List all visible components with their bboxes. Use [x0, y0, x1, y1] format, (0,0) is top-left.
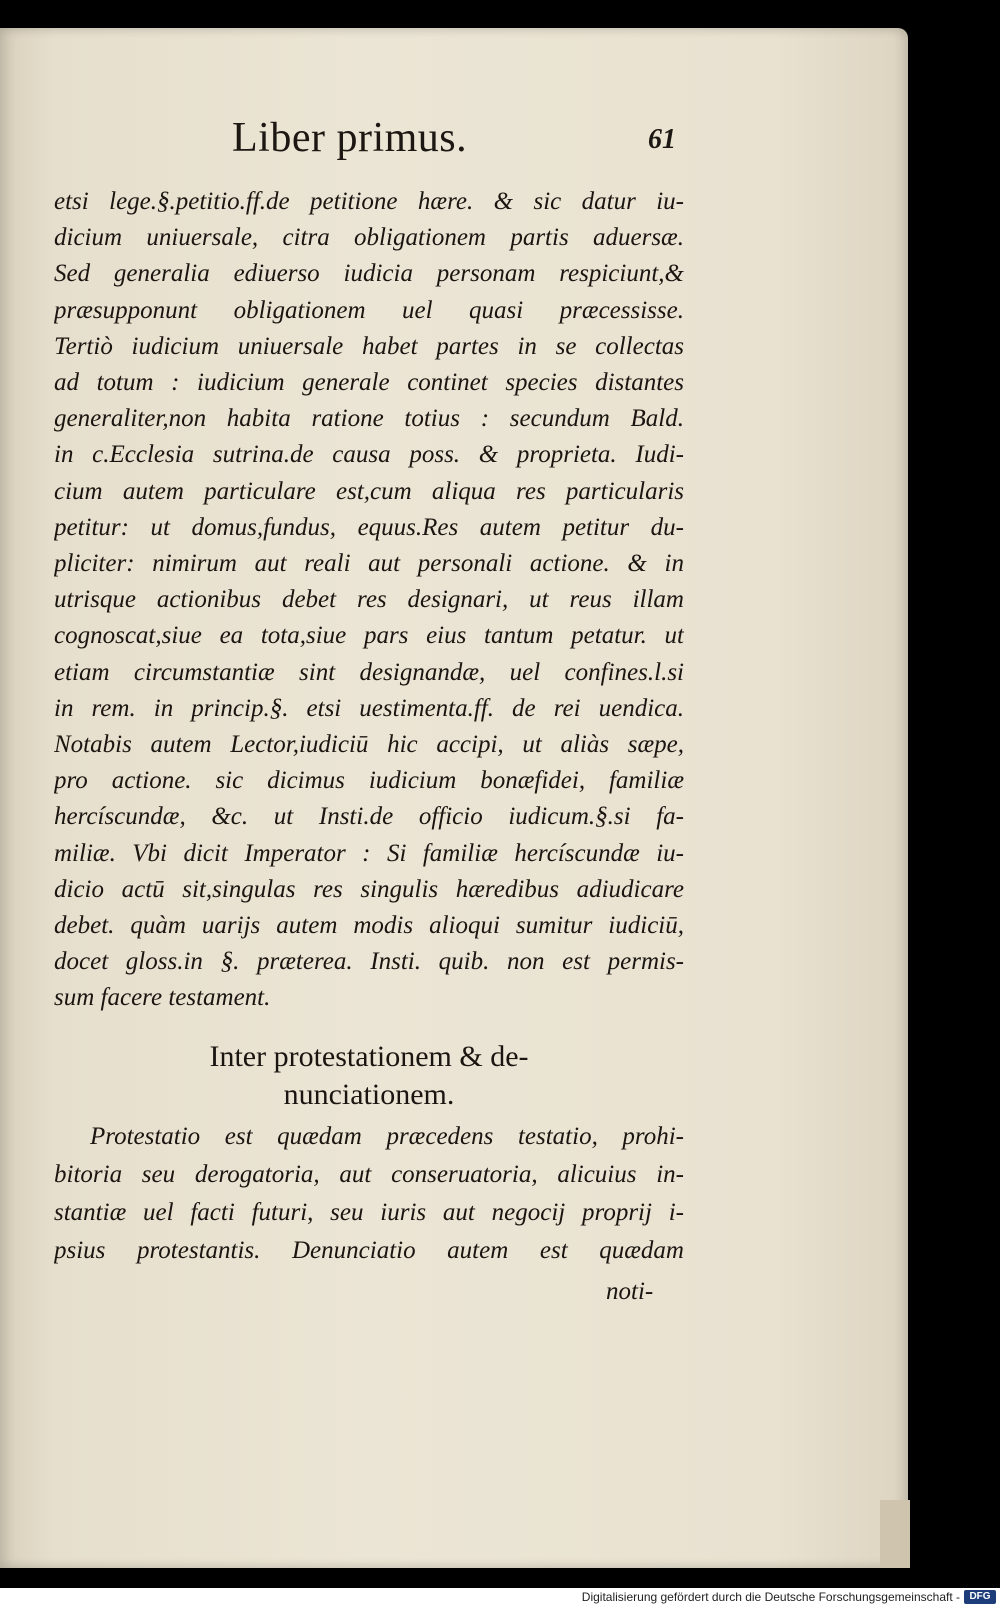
text-line: etiam circumstantiæ sint designandæ, uel confines.l.si: [54, 658, 684, 686]
text-line: Tertiò iudicium uniuersale habet partes in se collectas: [54, 332, 684, 360]
text-line: debet. quàm uarijs autem modis alioqui sumitur iudiciū,: [54, 912, 684, 940]
text-line: cognoscat,siue ea tota,siue pars eius tantum petatur. ut: [54, 622, 684, 650]
running-title: Liber primus.: [232, 115, 468, 161]
folio-number: 61: [648, 124, 676, 155]
text-line: præsupponunt obligationem uel quasi præcessisse.: [54, 296, 684, 324]
text-line: bitoria seu derogatoria, aut conseruatoria, alicuius in-: [54, 1161, 684, 1188]
page-edge-shadow: [880, 1500, 910, 1568]
text-line: petitur: ut domus,fundus, equus.Res autem petitur du-: [54, 513, 684, 541]
catchword: noti-: [606, 1278, 654, 1305]
text-line: miliæ. Vbi dicit Imperator : Si familiæ hercíscundæ iu-: [54, 839, 684, 867]
text-line: hercíscundæ, &c. ut Insti.de officio iudicum.§.si fa-: [54, 803, 684, 831]
page-header: [0, 114, 908, 174]
text-line: dicio actū sit,singulas res singulis hæredibus adiudicare: [54, 875, 684, 903]
second-paragraph: [54, 1118, 684, 1270]
text-line: generaliter,non habita ratione totius : secundum Bald.: [54, 405, 684, 433]
text-line: stantiæ uel facti futuri, seu iuris aut negocij proprij i-: [54, 1199, 684, 1226]
footer-credit: Digitalisierung gefördert durch die Deutsche Forschungsgemeinschaft -: [581, 1590, 960, 1604]
text-line: Protestatio est quædam præcedens testatio, prohi-: [90, 1123, 684, 1150]
section-heading-line: nunciationem.: [283, 1078, 455, 1111]
text-line: etsi lege.§.petitio.ff.de petitione hære. & sic datur iu-: [54, 188, 684, 215]
text-line: in c.Ecclesia sutrina.de causa poss. & proprieta. Iudi-: [54, 441, 684, 469]
section-heading: [54, 1038, 684, 1114]
text-line: Notabis autem Lector,iudiciū hic accipi, ut aliàs sæpe,: [54, 731, 684, 759]
text-line: docet gloss.in §. præterea. Insti. quib. non est permis-: [54, 948, 684, 976]
text-line: cium autem particulare est,cum aliqua res particularis: [54, 477, 684, 505]
dfg-logo: DFG: [964, 1590, 996, 1604]
section-heading-line: Inter protestationem & de-: [209, 1040, 529, 1073]
text-line: Sed generalia ediuerso iudicia personam respiciunt,&: [54, 260, 684, 288]
text-line: psius protestantis. Denunciatio autem est quædam: [54, 1237, 684, 1264]
text-line: ad totum : iudicium generale continet species distantes: [54, 369, 684, 397]
text-line: sum facere testament.: [54, 984, 271, 1012]
text-line: pliciter: nimirum aut reali aut personali actione. & in: [54, 550, 684, 578]
main-text-block: [54, 184, 684, 1017]
text-line: pro actione. sic dicimus iudicium bonæfidei, familiæ: [54, 767, 684, 795]
text-line: dicium uniuersale, citra obligationem partis aduersæ.: [54, 224, 684, 252]
book-page: [0, 28, 908, 1568]
text-line: utrisque actionibus debet res designari, ut reus illam: [54, 586, 684, 614]
digitization-footer: [0, 1588, 1000, 1607]
text-line: in rem. in princip.§. etsi uestimenta.ff. de rei uendica.: [54, 694, 684, 722]
